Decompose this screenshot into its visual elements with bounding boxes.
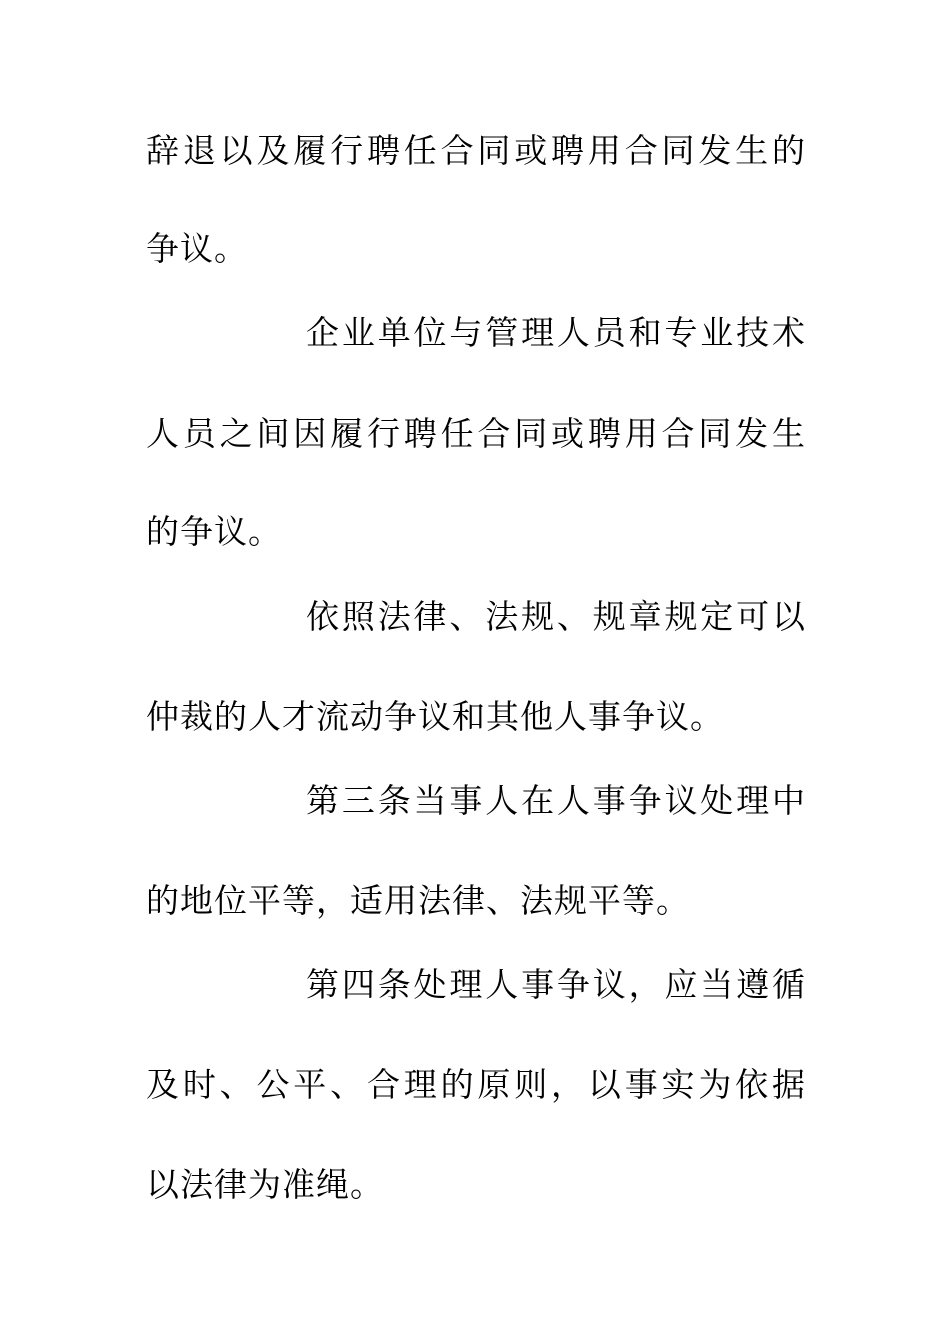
text-line-9: 的地位平等，适用法律、法规平等。 xyxy=(146,881,690,920)
text-line-12: 以法律为准绳。 xyxy=(146,1165,384,1204)
text-line-10: 第四条处理人事争议，应当遵循 xyxy=(306,965,806,1004)
text-line-8: 第三条当事人在人事争议处理中 xyxy=(306,781,806,820)
text-line-6: 依照法律、法规、规章规定可以 xyxy=(306,597,806,636)
text-line-5: 的争议。 xyxy=(146,512,282,551)
text-line-2: 争议。 xyxy=(146,229,248,268)
text-line-7: 仲裁的人才流动争议和其他人事争议。 xyxy=(146,697,724,736)
text-line-4: 人员之间因履行聘任合同或聘用合同发生 xyxy=(146,414,806,453)
text-line-3: 企业单位与管理人员和专业技术 xyxy=(306,313,806,352)
text-line-11: 及时、公平、合理的原则，以事实为依据 xyxy=(146,1065,806,1104)
text-line-1: 辞退以及履行聘任合同或聘用合同发生的 xyxy=(146,131,806,170)
